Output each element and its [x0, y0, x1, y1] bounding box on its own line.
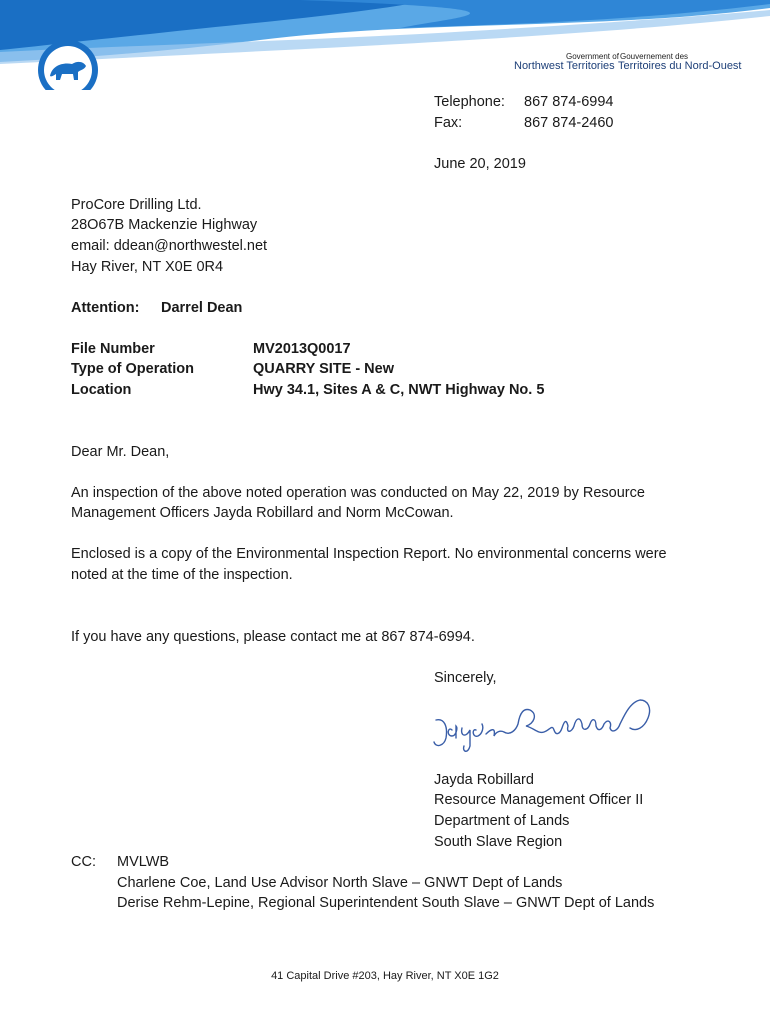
cc-line-3: Derise Rehm-Lepine, Regional Superintendent South Slave – GNWT Dept of Lands	[117, 895, 655, 911]
location-label: Location	[71, 382, 132, 398]
file-number-label: File Number	[71, 341, 155, 357]
file-number-value: MV2013Q0017	[253, 341, 351, 357]
telephone-value: 867 874-6994	[524, 94, 614, 110]
signer-region: South Slave Region	[434, 834, 563, 850]
paragraph-1-line-1: An inspection of the above noted operation was conducted on May 22, 2019 by Resource	[71, 485, 645, 501]
signature	[426, 690, 676, 762]
paragraph-1-line-2: Management Officers Jayda Robillard and Norm McCowan.	[71, 505, 454, 521]
paragraph-3: If you have any questions, please contact me at 867 874-6994.	[71, 629, 475, 645]
attention-name: Darrel Dean	[161, 300, 243, 316]
telephone-label: Telephone:	[434, 94, 505, 110]
signer-name: Jayda Robillard	[434, 772, 534, 788]
recipient-company: ProCore Drilling Ltd.	[71, 197, 202, 213]
paragraph-2-line-2: noted at the time of the inspection.	[71, 567, 293, 583]
paragraph-2-line-1: Enclosed is a copy of the Environmental Inspection Report. No environmental concerns were	[71, 546, 667, 562]
header-banner	[0, 0, 770, 90]
gov-fr-small: Gouvernement des	[620, 52, 689, 61]
salutation: Dear Mr. Dean,	[71, 444, 170, 460]
fax-label: Fax:	[434, 115, 463, 131]
recipient-city: Hay River, NT X0E 0R4	[71, 259, 224, 275]
location-value: Hwy 34.1, Sites A & C, NWT Highway No. 5	[253, 382, 545, 398]
gov-en-large: Northwest Territories	[514, 60, 615, 72]
sincerely: Sincerely,	[434, 670, 497, 686]
fax-value: 867 874-2460	[524, 115, 614, 131]
cc-line-2: Charlene Coe, Land Use Advisor North Slave – GNWT Dept of Lands	[117, 875, 563, 891]
footer-address: 41 Capital Drive #203, Hay River, NT X0E 1G2	[271, 970, 499, 982]
letter-date: June 20, 2019	[434, 156, 526, 172]
signer-title: Resource Management Officer II	[434, 792, 644, 808]
cc-line-1: MVLWB	[117, 854, 170, 870]
recipient-address: 28O67B Mackenzie Highway	[71, 217, 258, 233]
gov-en-small: Government of	[566, 52, 619, 61]
cc-label: CC:	[71, 854, 96, 870]
gov-fr-large: Territoires du Nord-Ouest	[618, 60, 742, 72]
type-label: Type of Operation	[71, 361, 194, 377]
type-value: QUARRY SITE - New	[253, 361, 394, 377]
signer-department: Department of Lands	[434, 813, 570, 829]
recipient-email: email: ddean@northwestel.net	[71, 238, 268, 254]
attention-label: Attention:	[71, 300, 140, 316]
